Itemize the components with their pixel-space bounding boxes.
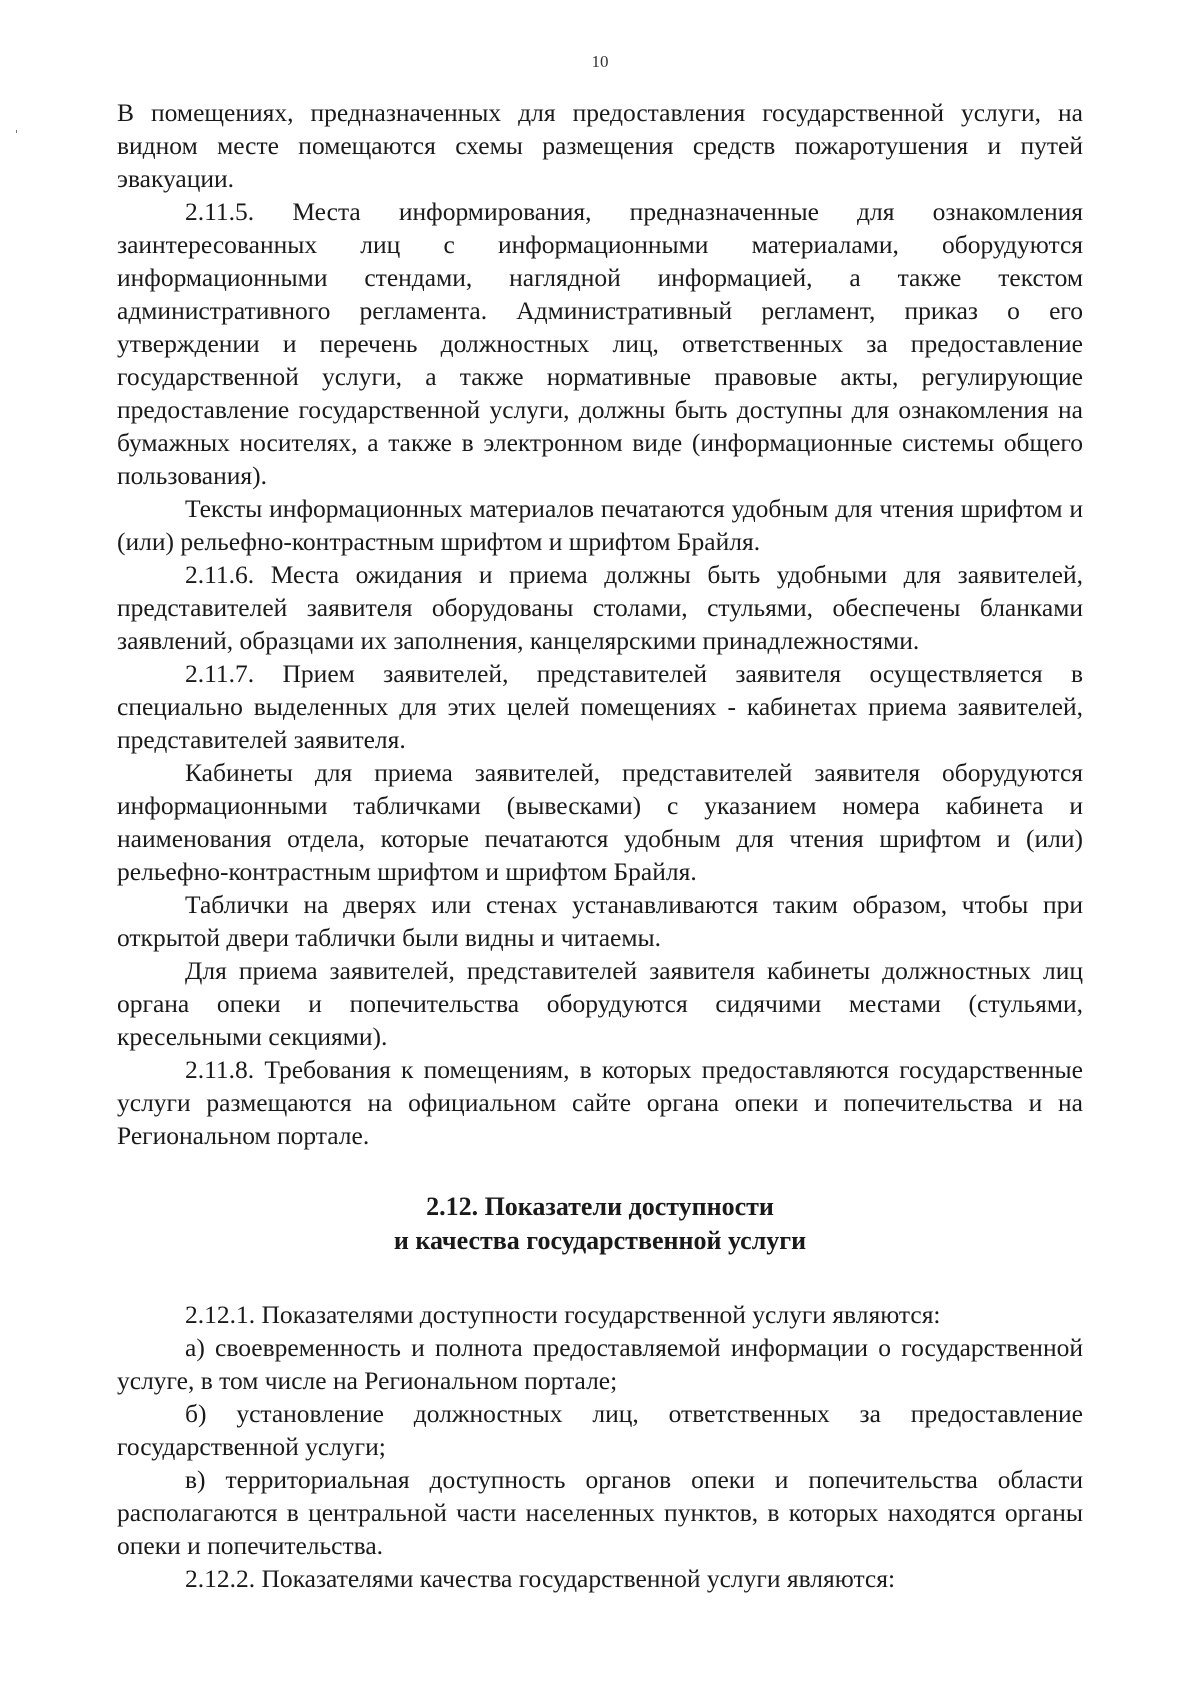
paragraph-2-11-7: 2.11.7. Прием заявителей, представителей заявителя осуществляется в специально выделенных для этих целей помещениях - кабинетах приема заявителей, представителей заявителя.	[117, 659, 1083, 754]
document-body	[117, 96, 1083, 1595]
list-item-b: б) установление должностных лиц, ответственных за предоставление государственной услуги;	[117, 1399, 1083, 1461]
section-heading-2-12	[117, 1190, 1083, 1258]
page-number: 10	[591, 52, 609, 71]
paragraph-2-11-5: 2.11.5. Места информирования, предназначенные для ознакомления заинтересованных лиц с информационными материалами, оборудуются информационными стендами, наглядной информацией, а также текстом административного регламента. Административный регламент, приказ о его утверждении и перечень должностных лиц, ответственных за предоставление государственной услуги, а также нормативные правовые акты, регулирующие предоставление государственной услуги, должны быть доступны для ознакомления на бумажных носителях, а также в электронном виде (информационные системы общего пользования).	[117, 197, 1083, 490]
list-item-v: в) территориальная доступность органов опеки и попечительства области располагаются в центральной части населенных пунктов, в которых находятся органы опеки и попечительства.	[117, 1465, 1083, 1560]
section-heading-line-2: и качества государственной услуги	[393, 1226, 807, 1255]
paragraph-cabinet-signs: Кабинеты для приема заявителей, представителей заявителя оборудуются информационными табличками (вывесками) с указанием номера кабинета и наименования отдела, которые печатаются удобным для чтения шрифтом и (или) рельефно-контрастным шрифтом и шрифтом Брайля.	[117, 758, 1083, 886]
paragraph-2-12-2: 2.12.2. Показателями качества государственной услуги являются:	[185, 1564, 896, 1593]
paragraph-braille-texts: Тексты информационных материалов печатаются удобным для чтения шрифтом и (или) рельефно-контрастным шрифтом и шрифтом Брайля.	[117, 494, 1083, 556]
paragraph-evacuation-schemes: В помещениях, предназначенных для предоставления государственной услуги, на видном месте помещаются схемы размещения средств пожаротушения и путей эвакуации.	[117, 98, 1083, 193]
paragraph-2-12-1: 2.12.1. Показателями доступности государственной услуги являются:	[185, 1300, 941, 1329]
list-item-a: а) своевременность и полнота предоставляемой информации о государственной услуге, в том числе на Региональном портале;	[117, 1333, 1083, 1395]
paragraph-door-plates: Таблички на дверях или стенах устанавливаются таким образом, чтобы при открытой двери таблички были видны и читаемы.	[117, 890, 1083, 952]
section-heading-line-1: 2.12. Показатели доступности	[426, 1192, 774, 1221]
paragraph-2-11-8: 2.11.8. Требования к помещениям, в которых предоставляются государственные услуги размещаются на официальном сайте органа опеки и попечительства и на Региональном портале.	[117, 1055, 1083, 1150]
scan-artifact-mark	[16, 130, 17, 133]
paragraph-2-11-6: 2.11.6. Места ожидания и приема должны быть удобными для заявителей, представителей заявителя оборудованы столами, стульями, обеспечены бланками заявлений, образцами их заполнения, канцелярскими принадлежностями.	[117, 560, 1083, 655]
paragraph-seating: Для приема заявителей, представителей заявителя кабинеты должностных лиц органа опеки и попечительства оборудуются сидячими местами (стульями, кресельными секциями).	[117, 956, 1083, 1051]
